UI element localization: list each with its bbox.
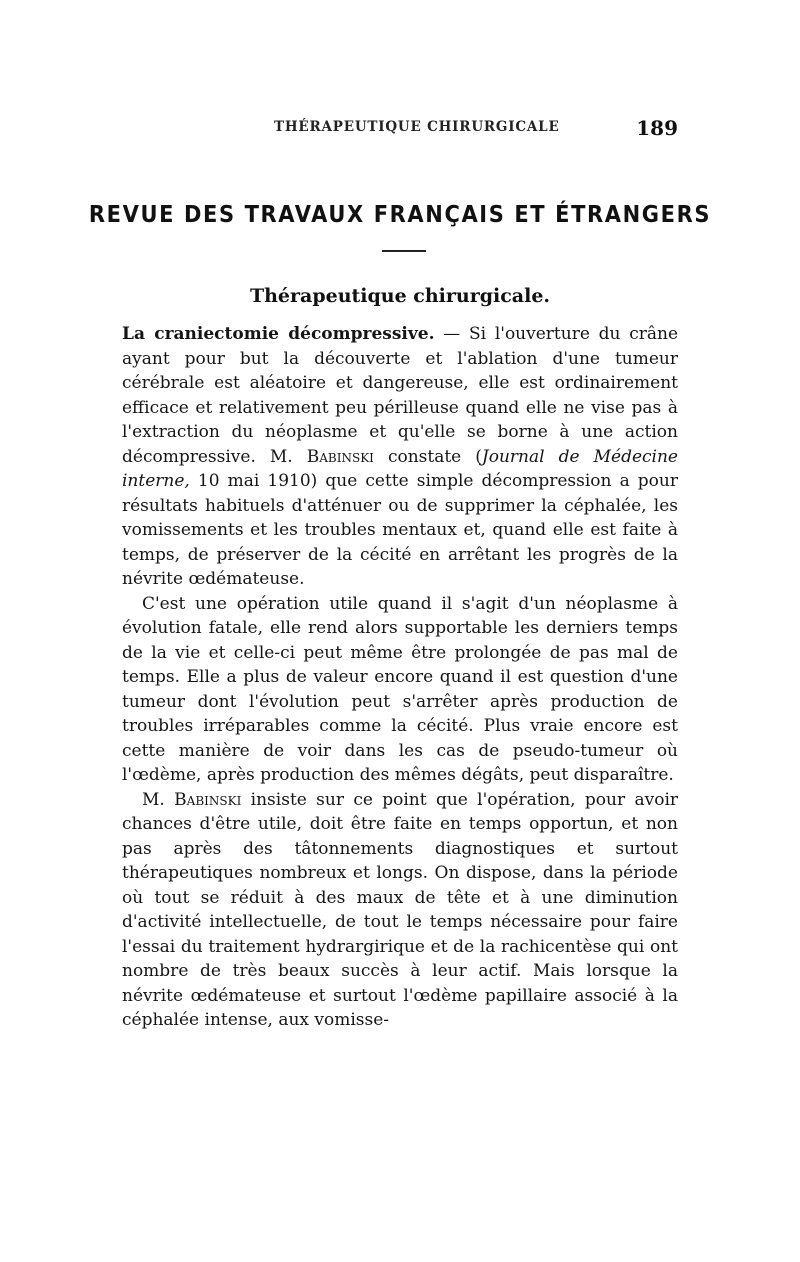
running-title: THÉRAPEUTIQUE CHIRURGICALE — [274, 119, 560, 135]
author-prefix: M. — [269, 446, 307, 467]
paragraph-text: 10 mai 1910) que cette simple décompression a pour résultats habituels d'atténuer ou de supprimer la céphalée, les vomissements et les troubles mentaux et, quand elle est faite à temps, de préserver de la cécité en arrêtant les progrès de la névrite œdémateuse. — [122, 471, 678, 589]
title-rule — [382, 250, 426, 252]
page-number: 189 — [636, 116, 678, 140]
author-name: Babinski — [174, 789, 242, 810]
paragraph-lead: La craniectomie décompressive. — [122, 324, 435, 344]
author-name: Babinski — [306, 446, 374, 467]
body-text — [122, 322, 678, 1033]
journal-citation: Journal de Médecine interne, — [122, 446, 678, 491]
paragraph-text: insiste sur ce point que l'opération, pour avoir chances d'être utile, doit être faite en temps opportun, et non pas après des tâtonnements diagnostiques et surtout thérapeutiques nombreux et longs. On dispose, dans la période où tout se réduit à des maux de tête et à une diminution d'activité intellectuelle, de tout le temps nécessaire pour faire l'essai du traitement hydrargirique et de la rachicentèse qui ont nombre de très beaux succès à leur actif. Mais lorsque la névrite œdémateuse et surtout l'œdème papillaire associé à la céphalée intense, aux vomisse- — [122, 789, 679, 1030]
paragraph-2: C'est une opération utile quand il s'agit d'un néoplasme à évolution fatale, elle rend alors supportable les derniers temps de la vie et celle-ci peut même être prolongée de pas mal de temps. Elle a plus de valeur encore quand il est question d'une tumeur dont l'évolution peut s'arrêter après production de troubles irréparables comme la cécité. Plus vraie encore est cette manière de voir dans les cas de pseudo-tumeur où l'œdème, après production des mêmes dégâts, peut disparaître. — [122, 593, 678, 785]
paragraph-3 — [122, 788, 678, 1033]
running-head — [122, 116, 678, 138]
subsection-title: Thérapeutique chirurgicale. — [249, 285, 551, 307]
section-title: REVUE DES TRAVAUX FRANÇAIS ET ÉTRANGERS — [88, 200, 712, 228]
author-prefix: M. — [142, 789, 175, 810]
paragraph-1 — [122, 322, 678, 592]
paragraph-text: constate ( — [373, 446, 482, 467]
paragraph-text: — Si l'ouverture du crâne ayant pour but la découverte et l'ablation d'une tumeur cérébrale est aléatoire et dangereuse, elle est ordinairement efficace et relativement peu périlleuse quand elle ne vise pas à l'extraction du néoplasme et qu'elle se borne à une action décompressive. — [122, 324, 679, 467]
